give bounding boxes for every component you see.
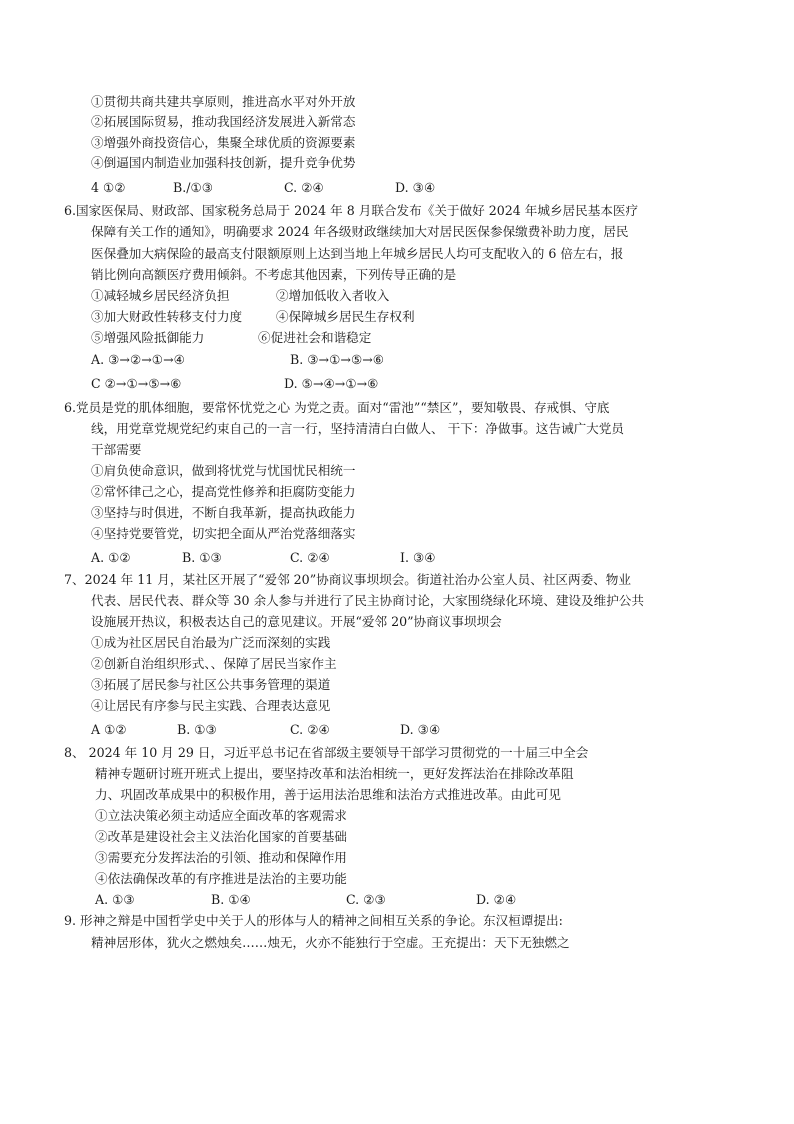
q7-option-c: C. ②④	[290, 722, 330, 737]
q6b-item-1: ①肩负使命意识，做到将忧党与忧国忧民相统一	[91, 463, 356, 478]
q6b-option-c: C. ②④	[290, 550, 330, 565]
q8-stem-line-1: 8、 2024 年 10 月 29 日，习近平总书记在省部级主要领导干部学习贯彻党的一十届三中全会	[64, 745, 589, 760]
q5-option-a: 4 ①②	[91, 180, 126, 195]
q7-stem-line-3: 设施展开热议，积极表达自己的意见建议。开展“爱邻 20”协商议事坝坝会	[91, 614, 502, 629]
q6b-option-b: B. ①③	[182, 550, 222, 565]
q5-item-4: ④倒逼国内制造业加强科技创新，提升竞争优势	[91, 155, 356, 170]
q6a-option-b: B. ③→①→⑤→⑥	[290, 352, 385, 367]
q5-item-2: ②拓展国际贸易，推动我国经济发展进入新常态	[91, 114, 356, 129]
q8-item-2: ②改革是建设社会主义法治化国家的首要基础	[95, 829, 347, 844]
q9-stem-line-2: 精神居形体，犹火之燃烛矣……烛无，火亦不能独行于空虚。王充提出：天下无独燃之	[91, 935, 570, 950]
q6a-option-d: D. ⑤→④→①→⑥	[284, 376, 379, 391]
q7-stem-line-1: 7、2024 年 11 月，某社区开展了“爱邻 20”协商议事坝坝会。街道社治办公室人员、社区两委、物业	[64, 572, 631, 587]
q8-stem-line-2: 精神专题研讨班开班式上提出，要坚持改革和法治相统一，更好发挥法治在排除改革阻	[95, 766, 574, 781]
q6b-stem-line-1: 6.党员是党的肌体细胞，要常怀忧党之心 为党之责。面对“雷池”“禁区”，要知敬畏、存戒惧、守底	[64, 400, 610, 415]
q7-option-a: A ①②	[91, 722, 127, 737]
q8-option-b: B. ①④	[211, 892, 251, 907]
q6b-option-a: A. ①②	[91, 550, 131, 565]
q8-item-4: ④依法确保改革的有序推进是法治的主要功能	[95, 871, 347, 886]
q5-option-c: C. ②④	[284, 180, 324, 195]
q6a-stem-line-3: 医保叠加大病保险的最高支付限额原则上达到当地上年城乡居民人均可支配收入的 6 倍左右，报	[91, 246, 624, 261]
q6a-option-c: C ②→①→⑤→⑥	[91, 376, 182, 391]
q7-stem-line-2: 代表、居民代表、群众等 30 余人参与并进行了民主协商讨论，大家围绕绿化环境、建设及维护公共	[91, 593, 644, 608]
q6a-item-1: ①减轻城乡居民经济负担	[91, 288, 230, 303]
q6a-stem-line-1: 6.国家医保局、财政部、国家税务总局于 2024 年 8 月联合发布《关于做好 2024 年城乡居民基本医疗	[64, 203, 639, 218]
q6b-stem-line-3: 干部需要	[91, 442, 142, 457]
q8-option-a: A. ①③	[95, 892, 135, 907]
q6b-item-2: ②常怀律己之心，提高党性修养和拒腐防变能力	[91, 484, 356, 499]
q6a-item-6: ⑥促进社会和谐稳定	[258, 330, 372, 345]
q6a-item-3: ③加大财政性转移支付力度	[91, 309, 243, 324]
q6a-item-4: ④保障城乡居民生存权利	[276, 309, 415, 324]
q8-option-d: D. ②④	[476, 892, 517, 907]
q6b-stem-line-2: 线，用党章党规党纪约束自己的一言一行，坚持清清白白做人、 干下：净做事。这告诫广大党员	[91, 421, 624, 436]
q7-item-2: ②创新自治组织形式、、保障了居民当家作主	[91, 656, 337, 671]
q7-option-d: D. ③④	[400, 722, 441, 737]
q6a-stem-line-2: 保障有关工作的通知》，明确要求 2024 年各级财政继续加大对居民医保参保缴费补助力度，居民	[91, 224, 629, 239]
q8-item-1: ①立法决策必须主动适应全面改革的客观需求	[95, 808, 347, 823]
q6a-stem-line-4: 销比例向高额医疗费用倾斜。不考虑其他因素，下列传导正确的是	[91, 267, 457, 282]
q7-item-1: ①成为社区居民自治最为广泛而深刻的实践	[91, 635, 331, 650]
q5-item-1: ①贯彻共商共建共享原则，推进高水平对外开放	[91, 94, 356, 109]
q5-option-b: B./①③	[173, 180, 214, 195]
q8-option-c: C. ②③	[346, 892, 386, 907]
q6a-item-5: ⑤增强风险抵御能力	[91, 330, 205, 345]
q6a-option-a: A. ③→②→①→④	[91, 352, 185, 367]
q5-option-d: D. ③④	[395, 180, 436, 195]
q5-item-3: ③增强外商投资信心，集聚全球优质的资源要素	[91, 135, 356, 150]
q9-stem-line-1: 9. 形神之辩是中国哲学史中关于人的形体与人的精神之间相互关系的争论。东汉桓谭提出:	[64, 913, 563, 928]
q6b-item-4: ④坚持党要管党，切实把全面从严治党落细落实	[91, 526, 356, 541]
q7-item-3: ③拓展了居民参与社区公共事务管理的渠道	[91, 677, 331, 692]
q7-option-b: B. ①③	[177, 722, 217, 737]
q6a-item-2: ②增加低收入者收入	[276, 288, 390, 303]
q7-item-4: ④让居民有序参与民主实践、合理表达意见	[91, 698, 331, 713]
q8-stem-line-3: 力、巩固改革成果中的积极作用，善于运用法治思维和法治方式推进改革。由此可见	[95, 787, 561, 802]
q6b-option-d: I. ③④	[400, 550, 436, 565]
q8-item-3: ③需要充分发挥法治的引领、推动和保障作用	[95, 850, 347, 865]
q6b-item-3: ③坚持与时俱进，不断自我革新，提高执政能力	[91, 505, 356, 520]
